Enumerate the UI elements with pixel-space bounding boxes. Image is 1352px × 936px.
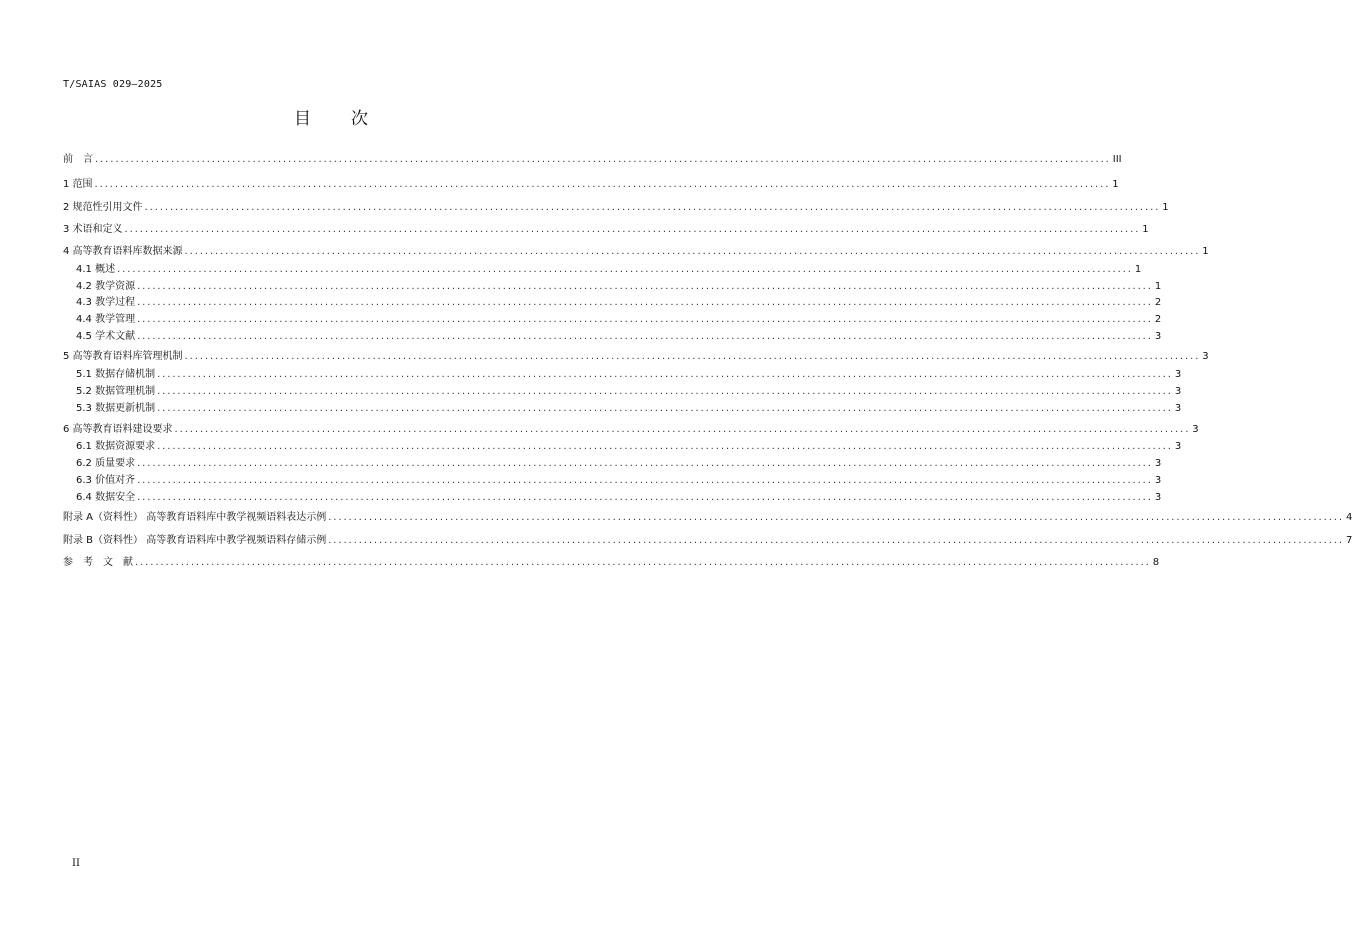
toc-entry[interactable] [63, 511, 1352, 525]
toc-leader-dots: ........................................................................................................................................................................................................ [144, 202, 1161, 213]
toc-entry[interactable] [76, 368, 1182, 382]
toc-entry-page: 1 [1154, 281, 1162, 292]
toc-entry[interactable] [63, 350, 1209, 364]
toc-entry-page: 8 [1152, 557, 1160, 568]
toc-entry[interactable] [76, 402, 1182, 416]
toc-leader-dots: ........................................................................................................................................................................................................ [137, 475, 1153, 486]
toc-entry-page: 1 [1112, 179, 1119, 190]
toc-leader-dots: ........................................................................................................................................................................................................ [184, 246, 1201, 257]
toc-entry[interactable] [76, 313, 1162, 327]
toc-entry-page: 2 [1154, 297, 1162, 308]
toc-entry[interactable] [63, 556, 1160, 570]
toc-entry-label: 参 考 文 献 [63, 557, 133, 568]
toc-leader-dots: ........................................................................................................................................................................................................ [124, 224, 1141, 235]
toc-leader-dots: ........................................................................................................................................................................................................ [184, 351, 1201, 362]
toc-leader-dots: ........................................................................................................................................................................................................ [137, 297, 1153, 308]
toc-entry-label: 6.1 数据资源要求 [76, 441, 156, 452]
toc-entry-page: 3 [1174, 369, 1182, 380]
toc-title-part1: 目 [294, 109, 311, 129]
toc-leader-dots: ........................................................................................................................................................................................................ [137, 314, 1153, 325]
toc-title-part2: 次 [351, 109, 368, 129]
toc-entry[interactable] [63, 245, 1209, 259]
toc-leader-dots: ........................................................................................................................................................................................................ [137, 281, 1153, 292]
toc-entry-label: 6 高等教育语料建设要求 [63, 424, 173, 435]
toc-entry[interactable] [76, 385, 1182, 399]
toc-leader-dots: ........................................................................................................................................................................................................ [137, 492, 1153, 503]
toc-entry-label: 4.1 概述 [76, 264, 116, 275]
toc-entry-page: 3 [1154, 458, 1162, 469]
toc-entry-label: 5.1 数据存储机制 [76, 369, 156, 380]
toc-entry-page: 1 [1162, 202, 1169, 213]
toc-leader-dots: ........................................................................................................................................................................................................ [117, 264, 1133, 275]
toc-entry-page: 3 [1154, 331, 1162, 342]
toc-entry[interactable] [63, 201, 1169, 215]
toc-entry-label: 4 高等教育语料库数据来源 [63, 246, 183, 257]
toc-leader-dots: ........................................................................................................................................................................................................ [157, 386, 1173, 397]
toc-entry-page: 3 [1202, 351, 1209, 362]
toc-entry-page: 3 [1174, 403, 1182, 414]
toc-entry-page: 3 [1174, 441, 1182, 452]
toc-entry[interactable] [76, 457, 1162, 471]
toc-entry[interactable] [63, 178, 1119, 192]
toc-entry-label: 附录 B（资料性） 高等教育语料库中教学视频语料存储示例 [63, 535, 327, 546]
toc-entry[interactable] [76, 263, 1142, 277]
toc-leader-dots: ........................................................................................................................................................................................................ [94, 179, 1111, 190]
toc-entry-page: 1 [1142, 224, 1149, 235]
toc-entry[interactable] [76, 440, 1182, 454]
toc-entry-page: 3 [1192, 424, 1199, 435]
toc-entry-page: III [1112, 154, 1122, 165]
toc-leader-dots: ........................................................................................................................................................................................................ [137, 458, 1153, 469]
toc-title [0, 104, 662, 129]
toc-entry[interactable] [63, 153, 1122, 167]
toc-leader-dots: ........................................................................................................................................................................................................ [95, 154, 1111, 165]
toc-leader-dots: ........................................................................................................................................................................................................ [135, 557, 1151, 568]
toc-entry-page: 4 [1345, 512, 1352, 523]
toc-entry[interactable] [76, 330, 1162, 344]
toc-leader-dots: ........................................................................................................................................................................................................ [328, 512, 1344, 523]
toc-entry-label: 5.3 数据更新机制 [76, 403, 156, 414]
toc-entry-label: 5.2 数据管理机制 [76, 386, 156, 397]
toc-entry-label: 4.3 教学过程 [76, 297, 136, 308]
document-code: T/SAIAS 029—2025 [63, 79, 163, 90]
toc-entry-label: 6.2 质量要求 [76, 458, 136, 469]
toc-entry-label: 6.3 价值对齐 [76, 475, 136, 486]
toc-entry-page: 7 [1345, 535, 1352, 546]
toc-entry-page: 3 [1154, 492, 1162, 503]
toc-entry-label: 1 范围 [63, 179, 93, 190]
toc-entry-label: 2 规范性引用文件 [63, 202, 143, 213]
toc-leader-dots: ........................................................................................................................................................................................................ [157, 403, 1173, 414]
toc-entry-label: 5 高等教育语料库管理机制 [63, 351, 183, 362]
toc-leader-dots: ........................................................................................................................................................................................................ [328, 535, 1344, 546]
toc-leader-dots: ........................................................................................................................................................................................................ [157, 369, 1173, 380]
toc-leader-dots: ........................................................................................................................................................................................................ [174, 424, 1191, 435]
toc-entry-page: 1 [1202, 246, 1209, 257]
toc-entry[interactable] [63, 534, 1352, 548]
toc-entry-label: 6.4 数据安全 [76, 492, 136, 503]
toc-entry-page: 3 [1154, 475, 1162, 486]
toc-entry-label: 附录 A（资料性） 高等教育语料库中教学视频语料表达示例 [63, 512, 327, 523]
toc-entry-page: 2 [1154, 314, 1162, 325]
toc-entry[interactable] [76, 491, 1162, 505]
toc-entry-label: 4.5 学术文献 [76, 331, 136, 342]
toc-entry[interactable] [63, 223, 1149, 237]
footer-page-number: II [72, 858, 80, 869]
toc-entry-page: 3 [1174, 386, 1182, 397]
toc-entry-label: 3 术语和定义 [63, 224, 123, 235]
toc-entry[interactable] [63, 423, 1199, 437]
toc-entry[interactable] [76, 296, 1162, 310]
toc-entry-page: 1 [1134, 264, 1142, 275]
toc-entry-label: 前 言 [63, 154, 93, 165]
toc-entry-label: 4.4 教学管理 [76, 314, 136, 325]
toc-leader-dots: ........................................................................................................................................................................................................ [157, 441, 1173, 452]
toc-entry[interactable] [76, 280, 1162, 294]
toc-entry-label: 4.2 教学资源 [76, 281, 136, 292]
toc-entry[interactable] [76, 474, 1162, 488]
toc-leader-dots: ........................................................................................................................................................................................................ [137, 331, 1153, 342]
